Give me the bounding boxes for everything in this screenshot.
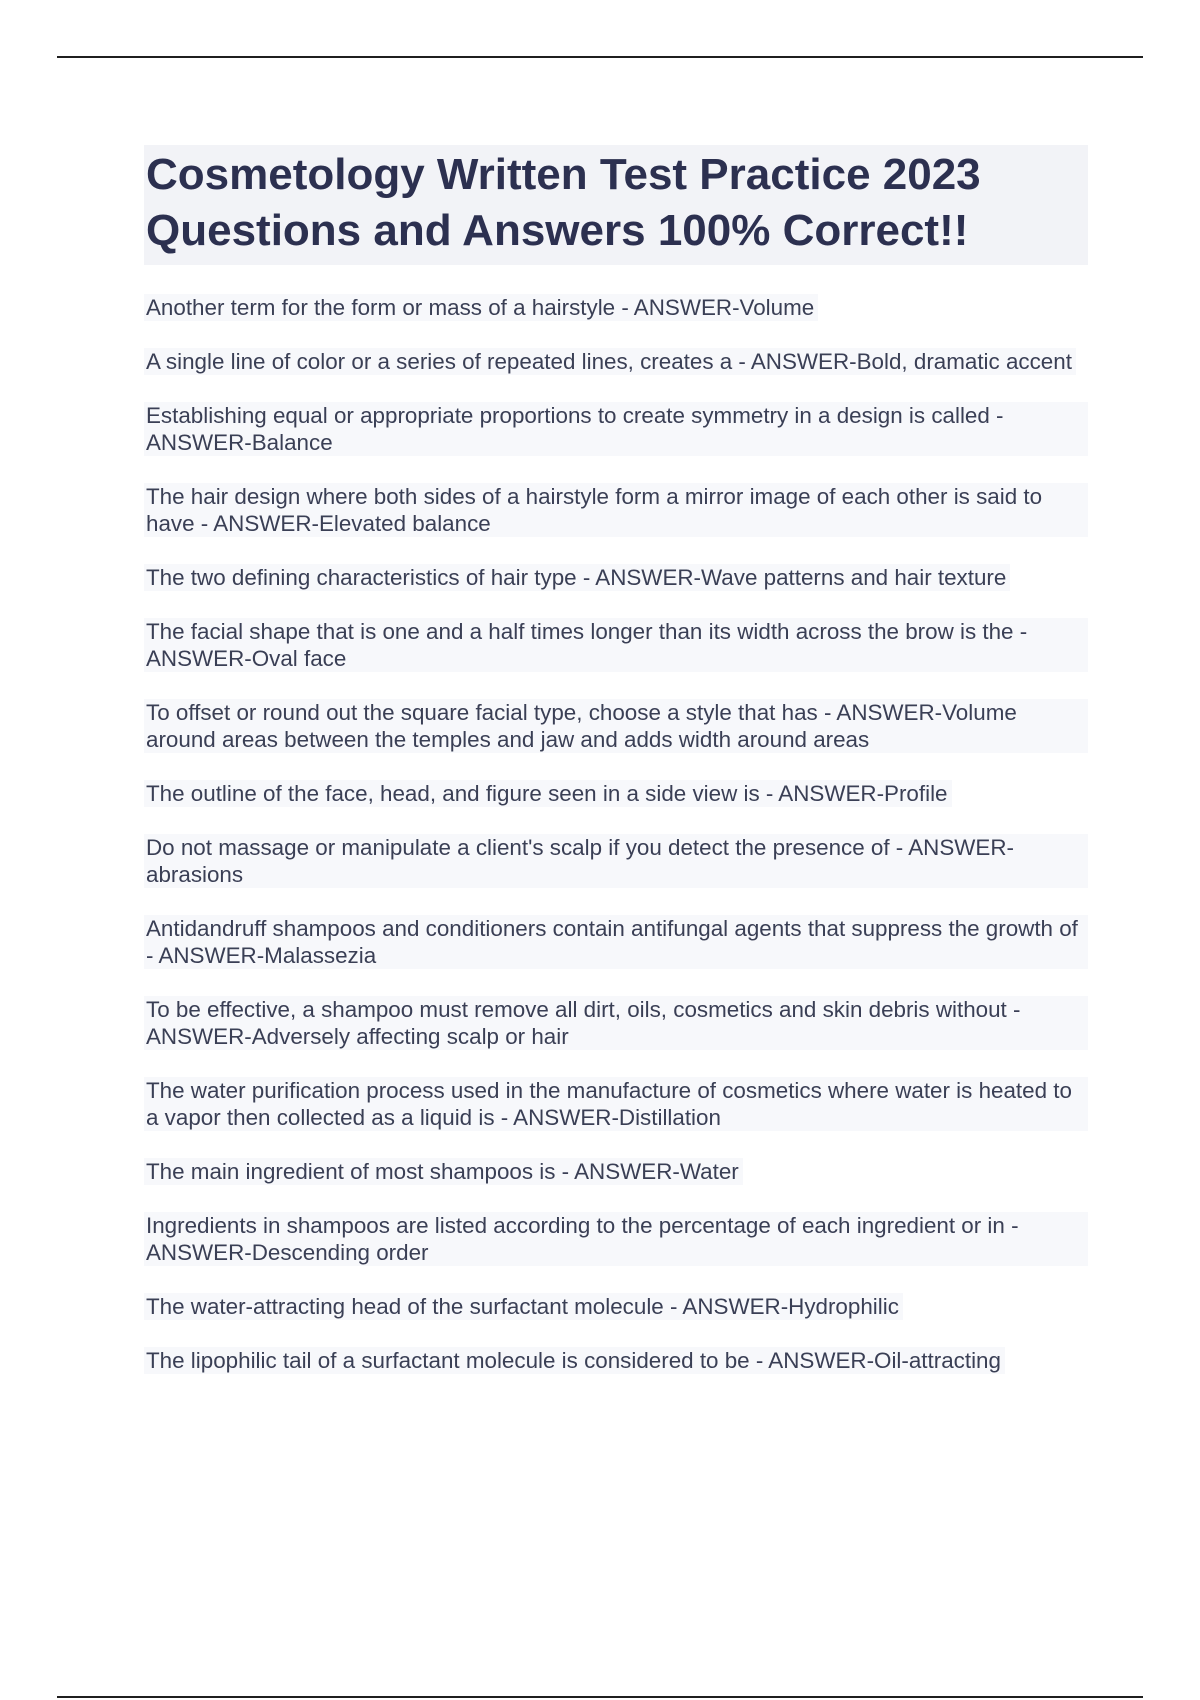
qa-item: To be effective, a shampoo must remove all dirt, oils, cosmetics and skin debris without - ANSWER-Adversely affecting scalp or hair [144, 996, 1088, 1050]
qa-item: The two defining characteristics of hair type - ANSWER-Wave patterns and hair texture [144, 564, 1010, 591]
document-body [144, 145, 1088, 1401]
qa-item: To offset or round out the square facial type, choose a style that has - ANSWER-Volume around areas between the temples and jaw and adds width around areas [144, 699, 1088, 753]
qa-item: Another term for the form or mass of a hairstyle - ANSWER-Volume [144, 294, 818, 321]
top-rule [57, 56, 1143, 58]
qa-list [144, 294, 1088, 1401]
qa-item: Establishing equal or appropriate proportions to create symmetry in a design is called - ANSWER-Balance [144, 402, 1088, 456]
document-title: Cosmetology Written Test Practice 2023 Questions and Answers 100% Correct!! [144, 145, 1088, 265]
qa-item: Ingredients in shampoos are listed according to the percentage of each ingredient or in - ANSWER-Descending order [144, 1212, 1088, 1266]
qa-item: The outline of the face, head, and figure seen in a side view is - ANSWER-Profile [144, 780, 952, 807]
qa-item: Antidandruff shampoos and conditioners contain antifungal agents that suppress the growth of - ANSWER-Malassezia [144, 915, 1088, 969]
bottom-rule [57, 1696, 1143, 1698]
qa-item: Do not massage or manipulate a client's scalp if you detect the presence of - ANSWER-abrasions [144, 834, 1088, 888]
qa-item: The hair design where both sides of a hairstyle form a mirror image of each other is said to have - ANSWER-Elevated balance [144, 483, 1088, 537]
qa-item: The main ingredient of most shampoos is - ANSWER-Water [144, 1158, 743, 1185]
qa-item: The facial shape that is one and a half times longer than its width across the brow is the - ANSWER-Oval face [144, 618, 1088, 672]
qa-item: The lipophilic tail of a surfactant molecule is considered to be - ANSWER-Oil-attracting [144, 1347, 1005, 1374]
qa-item: A single line of color or a series of repeated lines, creates a - ANSWER-Bold, dramatic accent [144, 348, 1076, 375]
qa-item: The water-attracting head of the surfactant molecule - ANSWER-Hydrophilic [144, 1293, 903, 1320]
qa-item: The water purification process used in the manufacture of cosmetics where water is heated to a vapor then collected as a liquid is - ANSWER-Distillation [144, 1077, 1088, 1131]
